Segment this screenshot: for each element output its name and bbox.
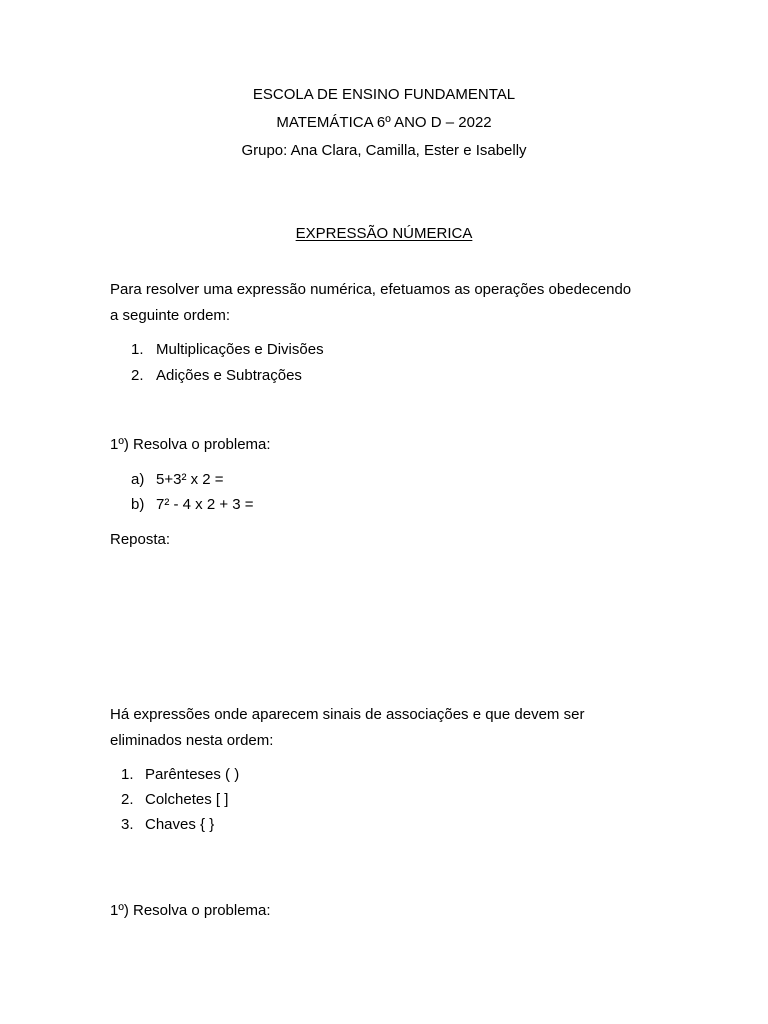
problem-1-prompt: 1º) Resolva o problema: xyxy=(110,436,271,453)
list-marker: b) xyxy=(131,496,145,513)
list-item-text: Adições e Subtrações xyxy=(156,367,302,384)
answer-label: Reposta: xyxy=(110,531,171,548)
expression-a: 5+3² x 2 = xyxy=(156,471,224,488)
expression-b: 7² - 4 x 2 + 3 = xyxy=(156,496,254,513)
course-line: MATEMÁTICA 6º ANO D – 2022 xyxy=(276,114,492,131)
group-line: Grupo: Ana Clara, Camilla, Ester e Isabelly xyxy=(241,142,527,159)
list-marker: 1. xyxy=(131,341,144,358)
school-name: ESCOLA DE ENSINO FUNDAMENTAL xyxy=(252,86,516,103)
list-item-text: Parênteses ( ) xyxy=(145,766,240,783)
list-marker: 1. xyxy=(121,766,134,783)
list-item-text: Multiplicações e Divisões xyxy=(156,341,324,358)
list-marker: a) xyxy=(131,471,145,488)
section-title: EXPRESSÃO NÚMERICA xyxy=(295,225,473,242)
list-marker: 2. xyxy=(131,367,144,384)
list-marker: 3. xyxy=(121,816,134,833)
list-item-text: Colchetes [ ] xyxy=(145,791,229,808)
intro-line-2: a seguinte ordem: xyxy=(110,307,231,324)
assoc-line-1: Há expressões onde aparecem sinais de associações e que devem ser xyxy=(110,706,585,723)
problem-2-prompt: 1º) Resolva o problema: xyxy=(110,902,271,919)
list-item-text: Chaves { } xyxy=(145,816,215,833)
list-marker: 2. xyxy=(121,791,134,808)
assoc-line-2: eliminados nesta ordem: xyxy=(110,732,274,749)
intro-line-1: Para resolver uma expressão numérica, efetuamos as operações obedecendo xyxy=(110,281,632,298)
